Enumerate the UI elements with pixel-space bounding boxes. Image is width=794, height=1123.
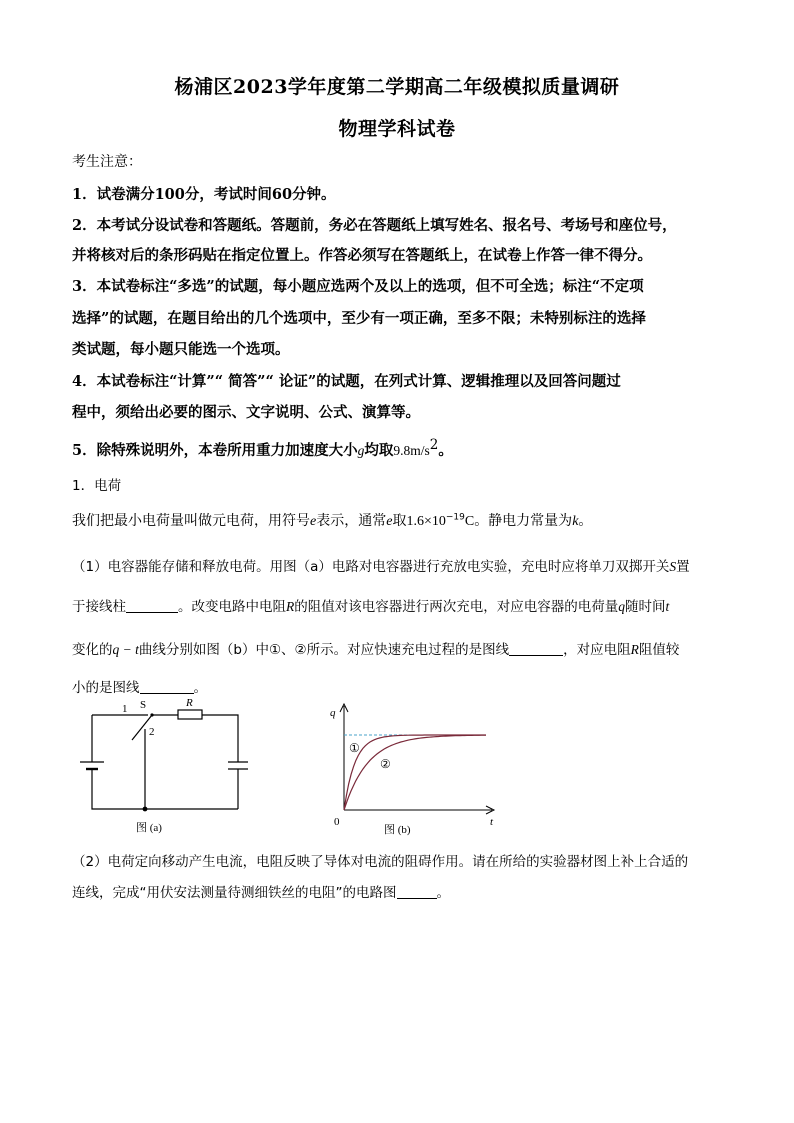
symbol-R-2: R — [630, 642, 639, 657]
figure-a-caption: 图 (a) — [136, 822, 162, 834]
notice-heading: 考生注意： — [72, 154, 142, 170]
question-1-line-4 — [72, 676, 207, 696]
symbol-g: g — [357, 442, 365, 458]
notice-item-5 — [72, 437, 453, 460]
figure-b-graph — [326, 700, 506, 842]
q-axis-label: q — [330, 707, 336, 719]
notice-item-5-end: 。 — [438, 441, 453, 459]
switch-pivot — [150, 713, 153, 716]
q1-text-5: 的阻值对该电容器进行两次充电，对应电容器的电荷量 — [294, 599, 619, 615]
symbol-k: k — [572, 514, 579, 529]
gravity-exponent: 2 — [429, 437, 439, 453]
symbol-e: e — [310, 514, 317, 529]
intro-text-3: 取 — [392, 513, 407, 529]
symbol-S: S — [669, 559, 677, 574]
intro-text-5: 。 — [578, 513, 593, 529]
section-1-heading: 1．电荷 — [72, 478, 122, 494]
symbol-q-t: q − t — [112, 642, 139, 657]
charge-unit: C — [464, 514, 475, 529]
notice-item-5-text: 5．除特殊说明外，本卷所用重力加速度大小 — [72, 441, 358, 459]
q2-text-2: 。 — [436, 885, 450, 901]
notice-item-1: 1．试卷满分100分，考试时间60分钟。 — [72, 186, 336, 203]
q1-text-7: 变化的 — [72, 642, 113, 658]
symbol-R: R — [286, 599, 295, 614]
gravity-value: 9.8m/s — [393, 442, 430, 458]
notice-item-4-line-1: 4．本试卷标注“计算”“ 简答”“ 论证”的试题，在列式计算、逻辑推理以及回答问题过 — [72, 373, 621, 390]
curve-2-label: ② — [380, 757, 391, 771]
q1-text-2: 置 — [676, 559, 690, 575]
answer-blank-fast-curve[interactable] — [509, 641, 563, 656]
notice-item-3-line-2: 选择”的试题，在题目给出的几个选项中，至少有一项正确，至多不限；未特别标注的选择 — [72, 310, 646, 327]
symbol-e-2: e — [386, 514, 393, 529]
curve-1-label: ① — [349, 741, 360, 755]
switch-label: S — [140, 699, 147, 711]
curve-1 — [344, 735, 486, 810]
exam-subtitle: 物理学科试卷 — [338, 118, 456, 140]
answer-blank-terminal[interactable] — [126, 598, 178, 613]
notice-item-4-line-2: 程中，须给出必要的图示、文字说明、公式、演算等。 — [72, 404, 420, 421]
notice-item-2-line-2: 并将核对后的条形码贴在指定位置上。作答必须写在答题纸上，在试卷上作答一律不得分。 — [72, 247, 652, 264]
question-1-line-1 — [72, 555, 690, 575]
answer-blank-small-resistance[interactable] — [140, 679, 194, 694]
notice-item-5-text-2: 均取 — [364, 441, 394, 459]
q1-text-10: 阻值较 — [638, 642, 680, 658]
exam-title: 杨浦区2023学年度第二学期高二年级模拟质量调研 — [174, 76, 620, 98]
symbol-t: t — [665, 599, 670, 614]
question-2-line-2 — [72, 881, 450, 901]
wire — [202, 715, 238, 762]
answer-blank-circuit[interactable] — [397, 884, 437, 899]
question-1-line-3 — [72, 638, 679, 658]
q1-text-8: 曲线分别如图（b）中①、②所示。对应快速充电过程的是图线 — [138, 642, 510, 658]
q1-text-9: ，对应电阻 — [563, 642, 631, 658]
question-2-line-1: （2）电荷定向移动产生电流，电阻反映了导体对电流的阻碍作用。请在所给的实验器材图上补上合适的 — [72, 854, 689, 870]
q1-text: （1）电容器能存储和释放电荷。用图（a）电路对电容器进行充放电实验，充电时应将单刀双掷开关 — [72, 559, 670, 575]
intro-text-4: 。静电力常量为 — [474, 513, 573, 529]
intro-text: 我们把最小电荷量叫做元电荷，用符号 — [72, 513, 310, 529]
q2-text: 连线，完成“用伏安法测量待测细铁丝的电阻”的电路图 — [72, 885, 397, 901]
figure-a-circuit — [70, 698, 250, 840]
intro-text-2: 表示，通常 — [316, 513, 387, 529]
q1-text-6: 随时间 — [625, 599, 666, 615]
figure-b-caption: 图 (b) — [384, 824, 411, 836]
resistor-label: R — [186, 698, 193, 709]
wire — [92, 769, 238, 809]
q1-text-12: 。 — [193, 680, 207, 696]
q1-text-11: 小的是图线 — [72, 680, 140, 696]
q1-text-3: 于接线柱 — [72, 599, 126, 615]
terminal-1-label: 1 — [122, 703, 128, 715]
origin-label: 0 — [334, 816, 340, 828]
question-1-line-2 — [72, 595, 669, 615]
t-axis-label: t — [490, 816, 494, 828]
junction-dot — [143, 807, 148, 812]
resistor — [178, 710, 202, 719]
charge-value: 1.6×10 — [406, 514, 446, 529]
q1-text-4: 。改变电路中电阻 — [178, 599, 286, 615]
notice-item-2-line-1: 2．本考试分设试卷和答题纸。答题前，务必在答题纸上填写姓名、报名号、考场号和座位号， — [72, 217, 677, 234]
charge-exponent: −19 — [445, 512, 465, 523]
notice-item-3-line-3: 类试题，每小题只能选一个选项。 — [72, 341, 290, 358]
notice-item-3-line-1: 3．本试卷标注“多选”的试题，每小题应选两个及以上的选项，但不可全选；标注“不定项 — [72, 278, 644, 295]
section-1-intro — [72, 510, 592, 530]
terminal-2-label: 2 — [149, 726, 155, 738]
symbol-q: q — [618, 599, 625, 614]
